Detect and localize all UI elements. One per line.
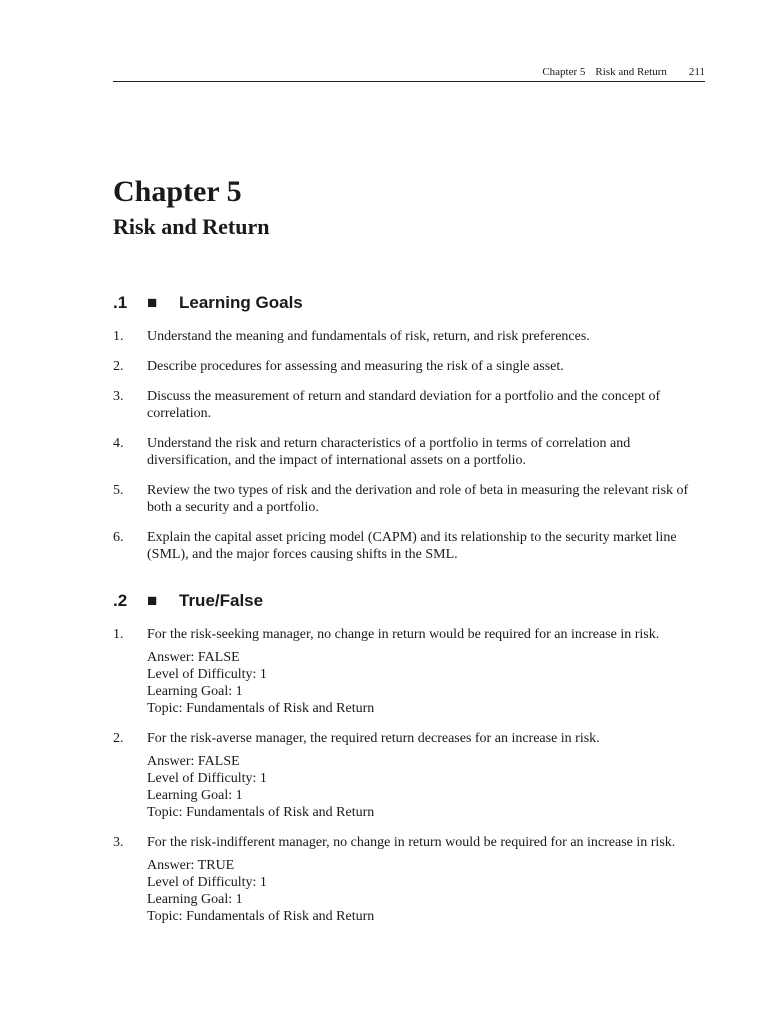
question-number: 1. — [113, 627, 124, 642]
learning-goal: Learning Goal: 1 — [147, 892, 243, 907]
item-text: Understand the risk and return characteristics of a portfolio in terms of correlation and — [147, 436, 631, 451]
question-text: For the risk-averse manager, the required return decreases for an increase in risk. — [147, 731, 600, 746]
item-number: 5. — [113, 483, 124, 498]
section-number: .2 — [113, 591, 128, 610]
section-title: Learning Goals — [179, 293, 303, 312]
item-number: 6. — [113, 530, 124, 545]
learning-goal: Learning Goal: 1 — [147, 684, 243, 699]
answer: Answer: FALSE — [147, 650, 240, 665]
item-text: Understand the meaning and fundamentals of risk, return, and risk preferences. — [147, 329, 590, 344]
item-text: Describe procedures for assessing and measuring the risk of a single asset. — [147, 359, 564, 374]
running-header-title: Risk and Return — [595, 66, 667, 78]
true-false-question — [113, 626, 705, 717]
item-number: 1. — [113, 329, 124, 344]
item-text: diversification, and the impact of international assets on a portfolio. — [147, 453, 527, 468]
section-number: .1 — [113, 293, 128, 312]
square-bullet-icon: ■ — [147, 591, 158, 610]
item-text: Discuss the measurement of return and standard deviation for a portfolio and the concept of — [147, 389, 661, 404]
header-rule — [113, 81, 705, 82]
section-heading-true-false — [113, 590, 263, 612]
difficulty: Level of Difficulty: 1 — [147, 771, 267, 786]
question-number: 3. — [113, 835, 124, 850]
question-number: 2. — [113, 731, 124, 746]
question-meta — [147, 649, 705, 717]
learning-goal: Learning Goal: 1 — [147, 788, 243, 803]
learning-goal-item — [113, 482, 705, 516]
chapter-title: Chapter 5 — [113, 175, 242, 208]
difficulty: Level of Difficulty: 1 — [147, 667, 267, 682]
item-text: Explain the capital asset pricing model (CAPM) and its relationship to the security market line — [147, 530, 677, 545]
true-false-question — [113, 834, 705, 925]
page-number: 211 — [688, 66, 705, 78]
question-text: For the risk-seeking manager, no change in return would be required for an increase in risk. — [147, 627, 660, 642]
true-false-question — [113, 730, 705, 821]
item-text: (SML), and the major forces causing shifts in the SML. — [147, 547, 458, 562]
question-meta — [147, 857, 705, 925]
topic: Topic: Fundamentals of Risk and Return — [147, 805, 375, 820]
learning-goal-item — [113, 328, 705, 345]
item-number: 2. — [113, 359, 124, 374]
section-title: True/False — [179, 591, 264, 610]
item-text: correlation. — [147, 406, 212, 421]
learning-goal-item — [113, 435, 705, 469]
learning-goal-item — [113, 529, 705, 563]
topic: Topic: Fundamentals of Risk and Return — [147, 909, 375, 924]
square-bullet-icon: ■ — [147, 293, 158, 312]
item-number: 3. — [113, 389, 124, 404]
difficulty: Level of Difficulty: 1 — [147, 875, 267, 890]
chapter-subtitle: Risk and Return — [113, 214, 270, 239]
question-text: For the risk-indifferent manager, no change in return would be required for an increase in risk. — [147, 835, 676, 850]
item-text: both a security and a portfolio. — [147, 500, 319, 515]
answer: Answer: TRUE — [147, 858, 235, 873]
topic: Topic: Fundamentals of Risk and Return — [147, 701, 375, 716]
section-heading-learning-goals — [113, 292, 303, 314]
answer: Answer: FALSE — [147, 754, 240, 769]
question-meta — [147, 753, 705, 821]
learning-goal-item — [113, 358, 705, 375]
running-header-chapter: Chapter 5 — [542, 66, 586, 78]
running-header — [113, 66, 705, 82]
item-text: Review the two types of risk and the derivation and role of beta in measuring the relevant risk of — [147, 483, 689, 498]
learning-goal-item — [113, 388, 705, 422]
item-number: 4. — [113, 436, 124, 451]
